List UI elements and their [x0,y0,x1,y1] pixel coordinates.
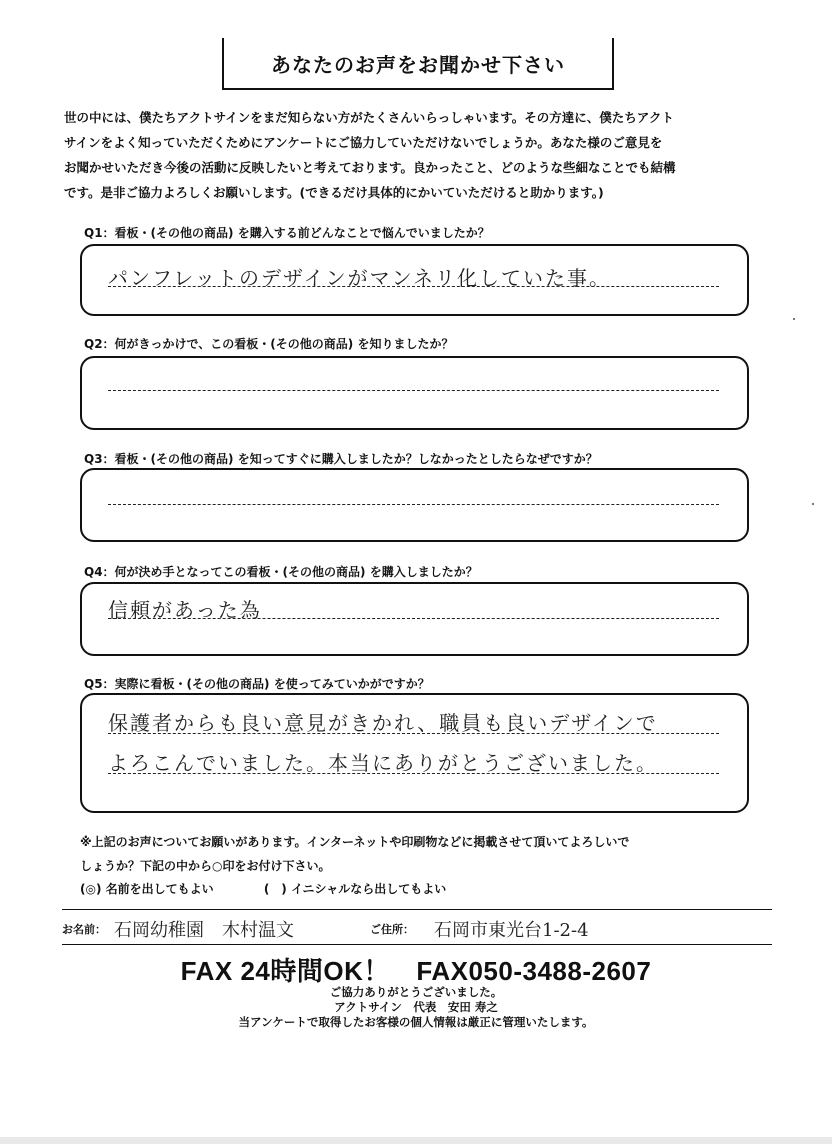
option-name-ok[interactable]: (◎) 名前を出してもよい [80,882,214,896]
question-5-label: Q5：実際に看板・(その他の商品) を使ってみていかがですか？ [84,677,430,691]
survey-title: あなたのお声をお聞かせ下さい [222,38,614,90]
question-1-label: Q1：看板・(その他の商品) を購入する前どんなことで悩んでいましたか？ [84,226,490,240]
address-label: ご住所： [370,923,414,936]
name-label: お名前： [62,923,106,936]
answer-line [108,504,719,505]
footer-privacy: 当アンケートで取得したお客様の個人情報は厳正に管理いたします。 [238,1015,594,1029]
question-4-answer: 信頼があった為 [108,598,262,622]
contact-box [62,909,772,945]
permission-note-line: ※上記のお声についてお願いがあります。インターネットや印刷物などに掲載させて頂いてよろしいで [80,835,630,849]
question-5-answer-line-1: 保護者からも良い意見がきかれ、職員も良いデザインで [108,711,658,735]
intro-line: お聞かせいただき今後の活動に反映したいと考えております。良かったこと、どのような些細なことでも結構 [64,160,676,175]
question-5-answer-box[interactable] [80,693,749,813]
permission-note [80,830,780,878]
question-4-label: Q4：何が決め手となってこの看板・(その他の商品) を購入しましたか？ [84,565,478,579]
question-1-answer-box[interactable] [80,244,749,316]
intro-text [64,105,784,205]
scan-speck [793,318,795,320]
intro-line: サインをよく知っていただくためにアンケートにご協力していただけないでしょうか。あなた様のご意見を [64,135,663,150]
footer-signature: アクトサイン 代表 安田 寿之 [334,1000,498,1014]
publish-options [80,880,492,897]
question-2-label: Q2：何がきっかけで、この看板・(その他の商品) を知りましたか？ [84,337,454,351]
question-3-label: Q3：看板・(その他の商品) を知ってすぐに購入しましたか？しなかったとしたらなぜですか？ [84,452,598,466]
question-1-answer: パンフレットのデザインがマンネリ化していた事。 [108,266,611,290]
question-2-answer-box[interactable] [80,356,749,430]
option-initial-ok[interactable]: ( ) イニシャルなら出してもよい [263,882,447,896]
footer-thanks: ご協力ありがとうございました。 [329,985,503,999]
answer-line [108,390,719,391]
name-field[interactable]: 石岡幼稚園 木村温文 [114,920,294,941]
scan-speck [812,503,814,505]
intro-line: 世の中には、僕たちアクトサインをまだ知らない方がたくさんいらっしゃいます。その方達に、僕たちアクト [64,110,674,125]
fax-line: FAX 24時間OK！ FAX050-3488-2607 [180,956,652,986]
footer [0,985,832,1030]
permission-note-line: しょうか？下記の中から○印をお付け下さい。 [80,859,331,873]
address-field[interactable]: 石岡市東光台1-2-4 [434,920,589,941]
question-3-answer-box[interactable] [80,468,749,542]
question-4-answer-box[interactable] [80,582,749,656]
intro-line: です。是非ご協力よろしくお願いします。(できるだけ具体的にかいていただけると助かります。) [64,185,604,200]
question-5-answer-line-2: よろこんでいました。本当にありがとうございました。 [108,751,658,775]
scan-edge [0,1137,832,1144]
